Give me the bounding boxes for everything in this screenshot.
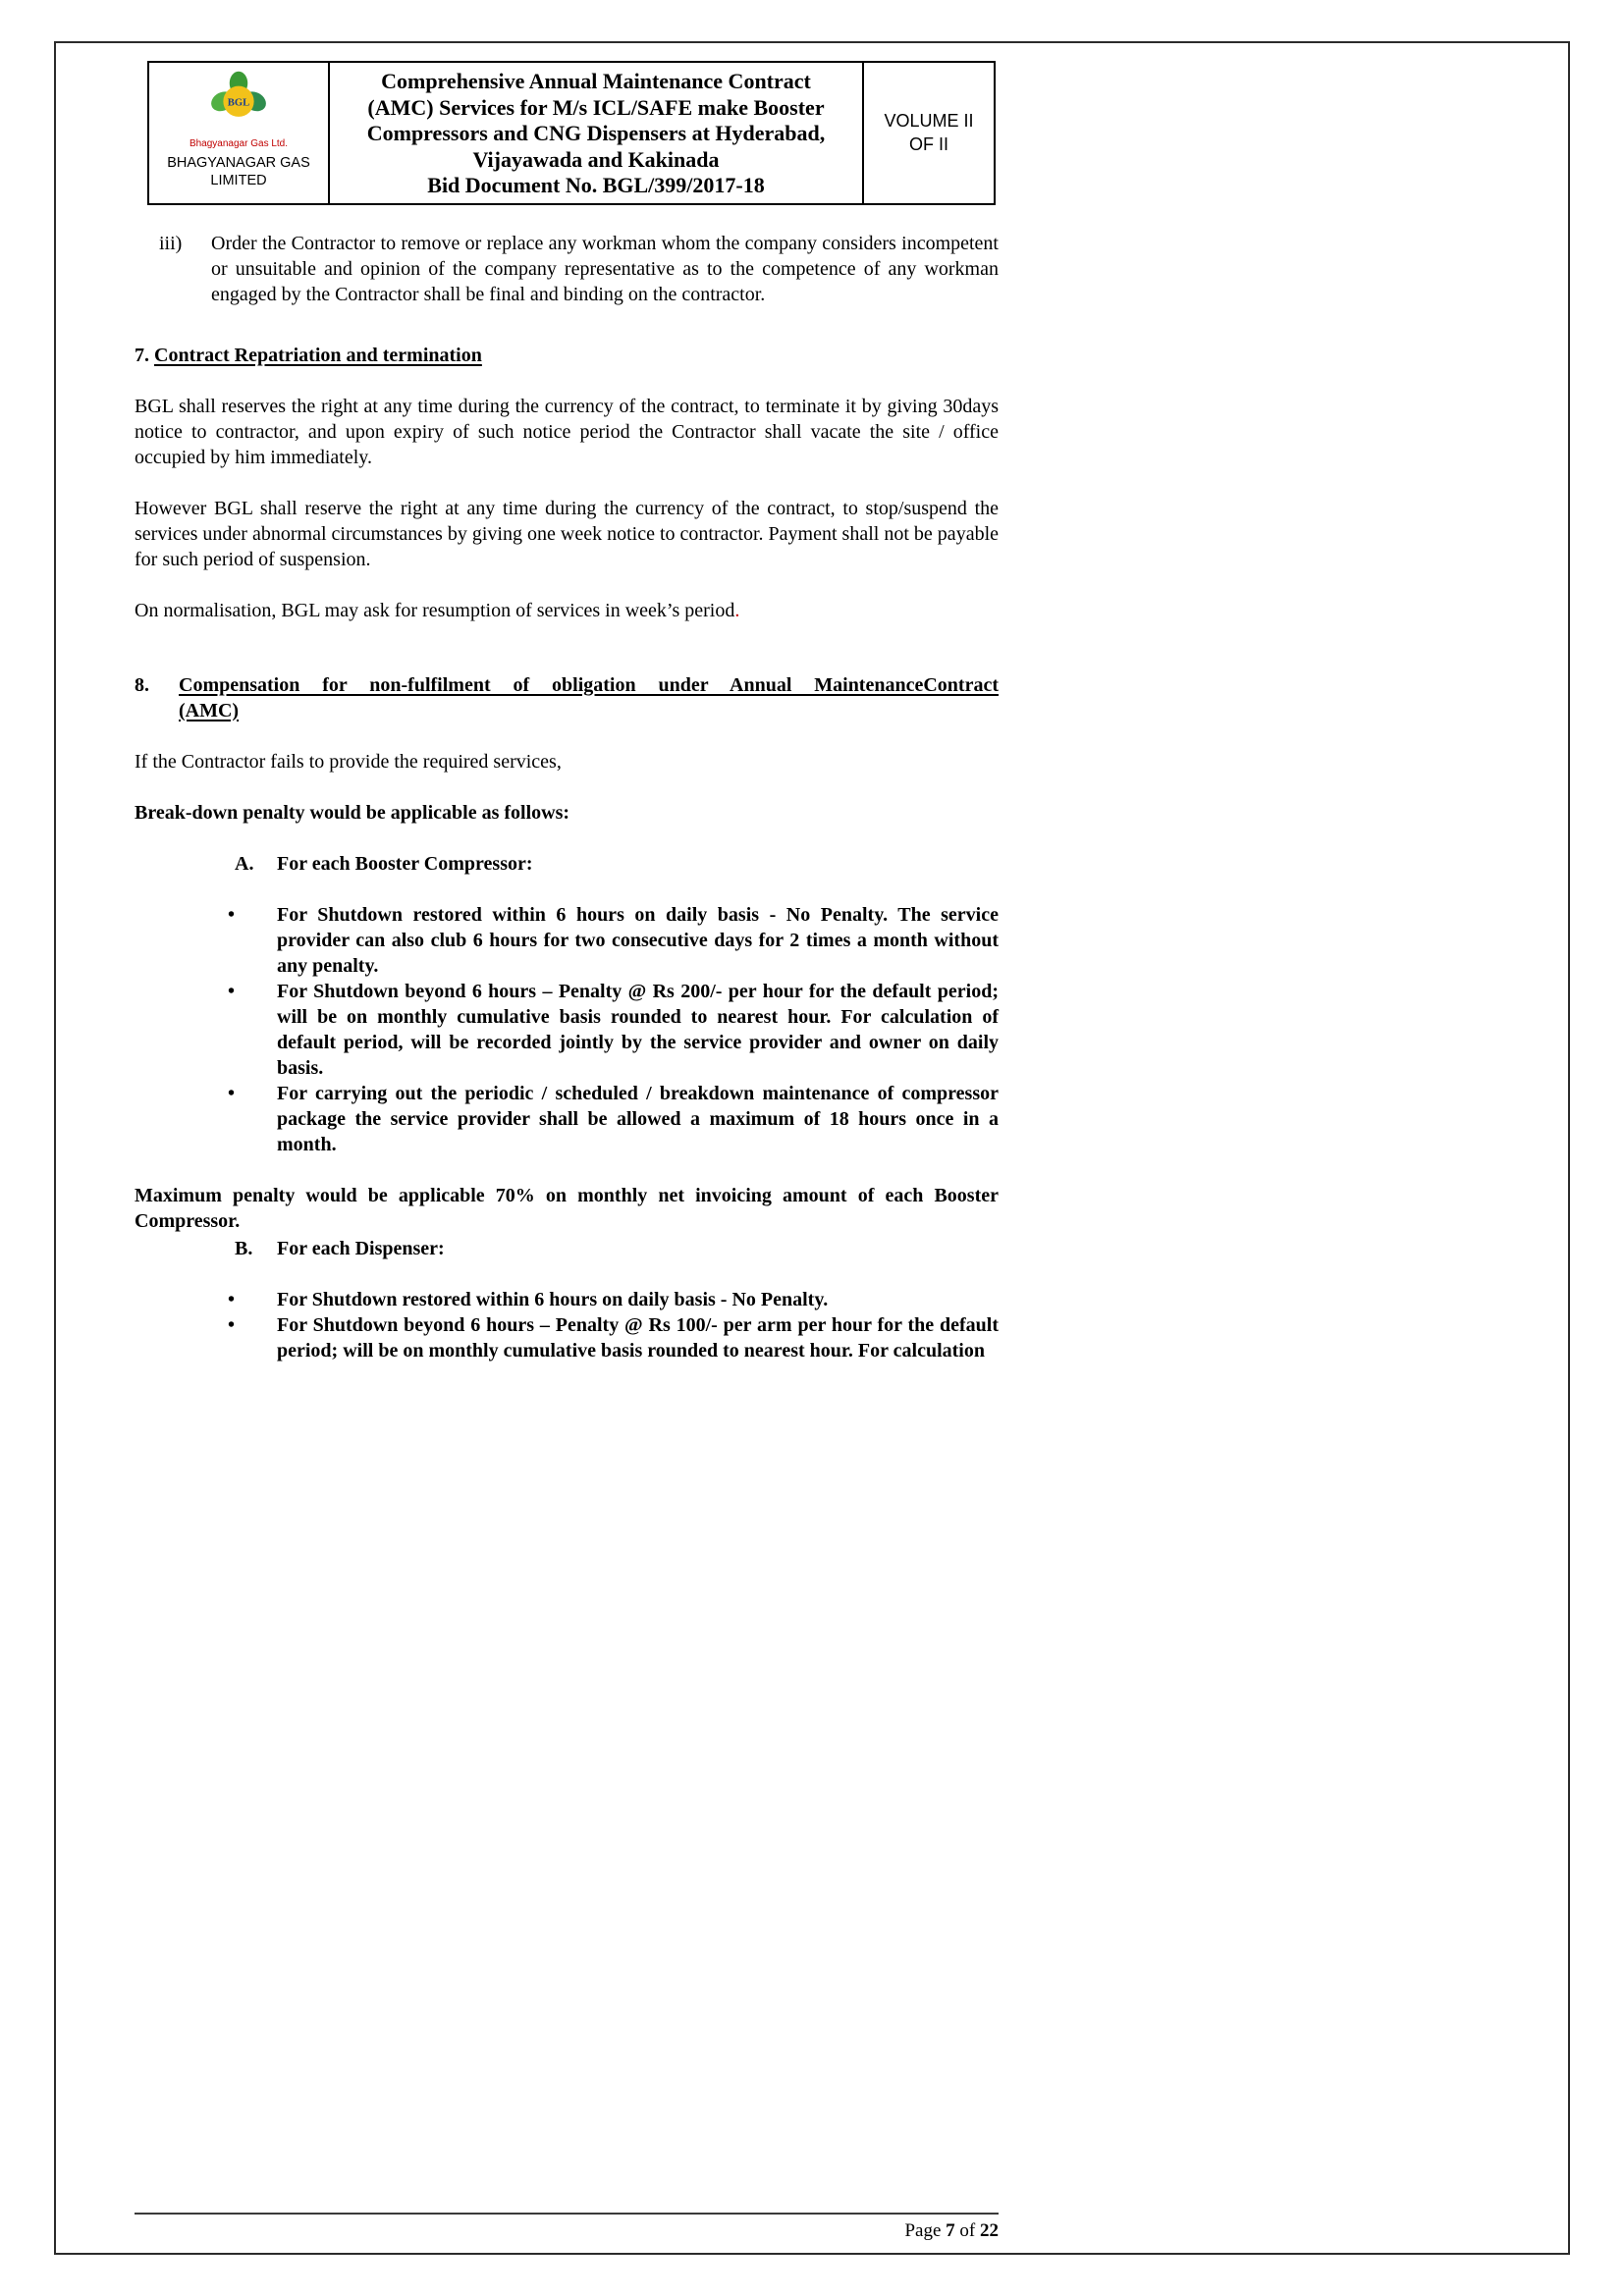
paragraph-normalisation-text: On normalisation, BGL may ask for resumption of services in week’s period xyxy=(135,599,735,621)
page-content xyxy=(135,43,999,1363)
paragraph-fails-to-provide: If the Contractor fails to provide the required services, xyxy=(135,750,562,773)
list-b-label: B. xyxy=(235,1237,253,1259)
list-item xyxy=(135,1081,999,1157)
clause-iii xyxy=(135,231,999,307)
bullet-icon: • xyxy=(228,1313,236,1336)
bgl-logo-icon xyxy=(203,71,274,133)
page-footer xyxy=(135,2213,999,2243)
list-item xyxy=(135,1312,999,1363)
list-b-heading xyxy=(135,1236,999,1261)
bullet-icon: • xyxy=(228,1288,236,1310)
section-8-title-line1: Compensation for non-fulfilment of obligation under Annual MaintenanceContract xyxy=(179,673,999,696)
list-item-text: For Shutdown beyond 6 hours – Penalty @ Rs 100/- per arm per hour for the default period; will be on monthly cumulative basis rounded to nearest hour. For calculation xyxy=(277,1313,999,1362)
paragraph-normalisation-period: . xyxy=(734,599,740,621)
clause-iii-number: iii) xyxy=(159,232,183,254)
section-7-title: Contract Repatriation and termination xyxy=(154,344,482,366)
list-a-heading xyxy=(135,851,999,877)
title-line: Vijayawada and Kakinada xyxy=(472,146,720,172)
list-item-text: For carrying out the periodic / scheduled / breakdown maintenance of compressor package the service provider shall be allowed a maximum of 18 hours once in a month. xyxy=(277,1082,999,1155)
volume-label: VOLUME II xyxy=(884,111,974,132)
list-b-title: For each Dispenser: xyxy=(277,1237,445,1259)
list-a-label: A. xyxy=(235,852,254,875)
list-item xyxy=(135,1287,999,1312)
footer-page-prefix: Page xyxy=(904,2220,947,2241)
bullet-icon: • xyxy=(228,903,236,926)
list-item-text: For Shutdown restored within 6 hours on daily basis - No Penalty. xyxy=(277,1288,829,1310)
volume-label-2: OF II xyxy=(909,134,948,155)
paragraph-normalisation xyxy=(135,598,999,623)
logo-subtext: Bhagyanagar Gas Ltd. xyxy=(189,138,289,149)
document-header-table xyxy=(147,61,996,205)
section-7-heading xyxy=(135,343,999,368)
title-line: (AMC) Services for M/s ICL/SAFE make Booster xyxy=(367,94,825,120)
breakdown-penalty-heading: Break-down penalty would be applicable as follows: xyxy=(135,801,570,824)
title-line: Comprehensive Annual Maintenance Contract xyxy=(381,69,811,93)
page-border-frame xyxy=(54,41,1570,2255)
bullet-icon: • xyxy=(228,980,236,1002)
paragraph-suspension: However BGL shall reserve the right at any time during the currency of the contract, to stop/suspend the services under abnormal circumstances by giving one week notice to contractor. Payment shall not be payable for such period of suspension. xyxy=(135,497,999,570)
logo-abbreviation: BGL xyxy=(227,97,250,109)
section-8-title xyxy=(179,672,999,723)
clause-iii-text: Order the Contractor to remove or replace any workman whom the company considers incompetent or unsuitable and opinion of the company representative as to the competence of any workman engaged by the Contractor shall be final and binding on the contractor. xyxy=(211,232,999,305)
list-item-text: For Shutdown beyond 6 hours – Penalty @ Rs 200/- per hour for the default period; will be on monthly cumulative basis rounded to nearest hour. For calculation of default period, will be recorded jointly by the service provider and owner on daily basis. xyxy=(277,980,999,1079)
bid-document-number: Bid Document No. BGL/399/2017-18 xyxy=(427,173,765,197)
section-7-number: 7. xyxy=(135,344,149,366)
footer-of: of xyxy=(954,2220,980,2241)
footer-total-pages: 22 xyxy=(980,2220,999,2241)
document-title-cell xyxy=(330,63,864,203)
maximum-penalty-note: Maximum penalty would be applicable 70% on monthly net invoicing amount of each Booster Compressor. xyxy=(135,1184,999,1232)
section-8-heading xyxy=(135,672,999,723)
company-name: BHAGYANAGAR GAS LIMITED xyxy=(167,155,310,188)
list-item xyxy=(135,902,999,979)
list-a-title: For each Booster Compressor: xyxy=(277,852,533,875)
booster-penalty-list xyxy=(135,902,999,1157)
footer-page-number: 7 xyxy=(946,2220,955,2241)
dispenser-penalty-list xyxy=(135,1287,999,1363)
volume-cell xyxy=(864,63,994,203)
list-item xyxy=(135,979,999,1081)
section-8-title-line2: (AMC) xyxy=(179,699,240,721)
paragraph-termination: BGL shall reserves the right at any time during the currency of the contract, to terminate it by giving 30days notice to contractor, and upon expiry of such notice period the Contractor shall vacate the site / office occupied by him immediately. xyxy=(135,395,999,468)
bullet-icon: • xyxy=(228,1082,236,1104)
section-8-number: 8. xyxy=(135,673,149,696)
logo-cell xyxy=(149,63,330,203)
title-line: Compressors and CNG Dispensers at Hyderabad, xyxy=(366,121,826,145)
list-item-text: For Shutdown restored within 6 hours on daily basis - No Penalty. The service provider can also club 6 hours for two consecutive days for 2 times a month without any penalty. xyxy=(277,903,999,977)
bgl-logo xyxy=(153,71,324,138)
